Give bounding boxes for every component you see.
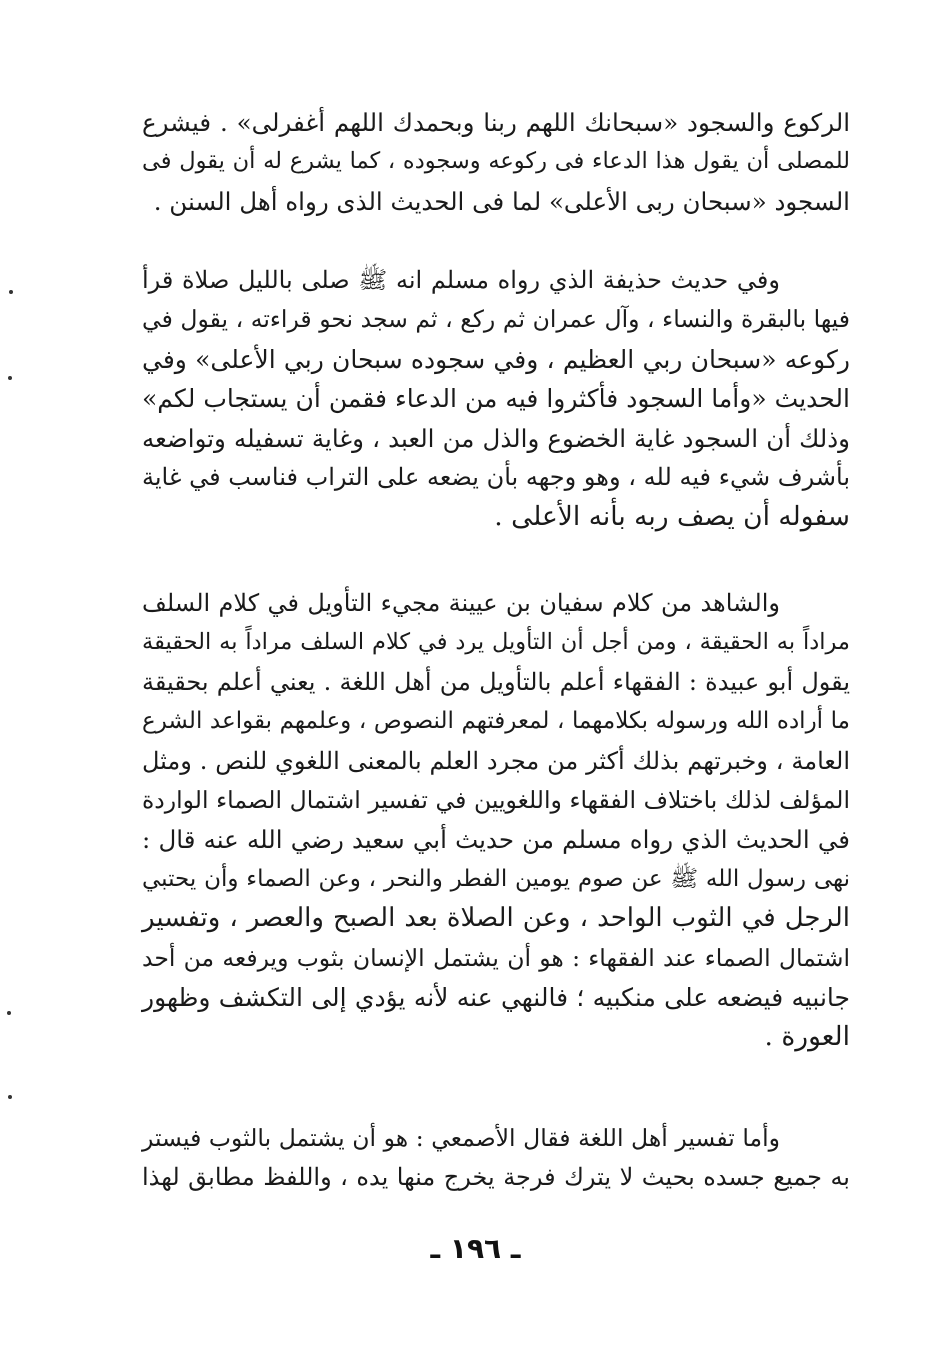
paragraph-line: سفوله أن يصف ربه بأنه الأعلى . [494,501,850,533]
scan-speck [8,1095,12,1099]
paragraph-line: الرجل في الثوب الواحد ، وعن الصلاة بعد الصبح والعصر ، وتفسير [142,903,850,934]
paragraph-line: اشتمال الصماء عند الفقهاء : هو أن يشتمل الإنسان بثوب ويرفعه من أحد [142,943,850,972]
paragraph-line: نهى رسول الله ﷺ عن صوم يومين الفطر والنحر ، وعن الصماء وأن يحتبي [142,865,850,892]
paragraph-line: في الحديث الذي رواه مسلم من حديث أبي سعيد رضي الله عنه قال : [142,825,850,855]
paragraph-3 [142,584,850,1057]
paragraph-line: ركوعه «سبحان ربي العظيم ، وفي سجوده سبحان ربي الأعلى» وفي [142,344,850,374]
paragraph-2 [142,261,850,537]
paragraph-line: مراداً به الحقيقة ، ومن أجل أن التأويل يرد في كلام السلف مراداً به الحقيقة [142,629,850,656]
paragraph-line: السجود «سبحان ربى الأعلى» لما فى الحديث الذى رواه أهل السنن . [153,186,850,216]
paragraph-line: الحديث «وأما السجود فأكثروا فيه من الدعاء فقمن أن يستجاب لكم» [142,384,850,414]
paragraph-line: وذلك أن السجود غاية الخضوع والذل من العبد ، وغاية تسفيله وتواضعه [142,423,850,453]
page-number: ـ ١٩٦ ـ [430,1232,521,1265]
paragraph-line: للمصلى أن يقول هذا الدعاء فى ركوعه وسجوده ، كما يشرع له أن يقول فى [142,148,850,175]
scan-speck [7,1011,11,1015]
paragraph-line: ما أراده الله ورسوله بكلامهما ، لمعرفتهم النصوص ، وعلمهم بقواعد الشرع [142,708,850,735]
paragraph-line: يقول أبو عبيدة : الفقهاء أعلم بالتأويل من أهل اللغة . يعني أعلم بحقيقة [142,667,850,696]
scan-speck [8,376,12,380]
paragraph-line: العورة . [764,1021,850,1053]
paragraph-line: العامة ، وخبرتهم بذلك أكثر من مجرد العلم بالمعنى اللغوي للنص . ومثل [142,746,850,775]
paragraph-1 [142,103,850,221]
paragraph-line: وفي حديث حذيفة الذي رواه مسلم انه ﷺ صلى بالليل صلاة قرأ [142,266,780,294]
scan-speck [9,290,13,294]
paragraph-line: فيها بالبقرة والنساء ، وآل عمران ثم ركع ، ثم سجد نحو قراءته ، يقول في [142,305,850,334]
paragraph-line: المؤلف لذلك باختلاف الفقهاء واللغويين في تفسير اشتمال الصماء الواردة [142,786,850,815]
paragraph-line: جانبيه فيضعه على منكبيه ؛ فالنهي عنه لأنه يؤدي إلى التكشف وظهور [142,983,850,1013]
paragraph-line: بأشرف شيء فيه لله ، وهو وجهه بأن يضعه على التراب فناسب في غاية [142,463,850,492]
paragraph-line: وأما تفسير أهل اللغة فقال الأصمعي : هو أن يشتمل بالثوب فيستر [142,1124,780,1152]
paragraph-4 [142,1119,850,1198]
paragraph-line: الركوع والسجود «سبحانك اللهم ربنا وبحمدك اللهم أغفرلى» . فيشرع [142,108,850,137]
paragraph-line: والشاهد من كلام سفيان بن عيينة مجيء التأويل في كلام السلف [142,589,780,617]
paragraph-line: به جميع جسده بحيث لا يترك فرجة يخرج منها يده ، واللفظ مطابق لهذا [142,1163,850,1192]
